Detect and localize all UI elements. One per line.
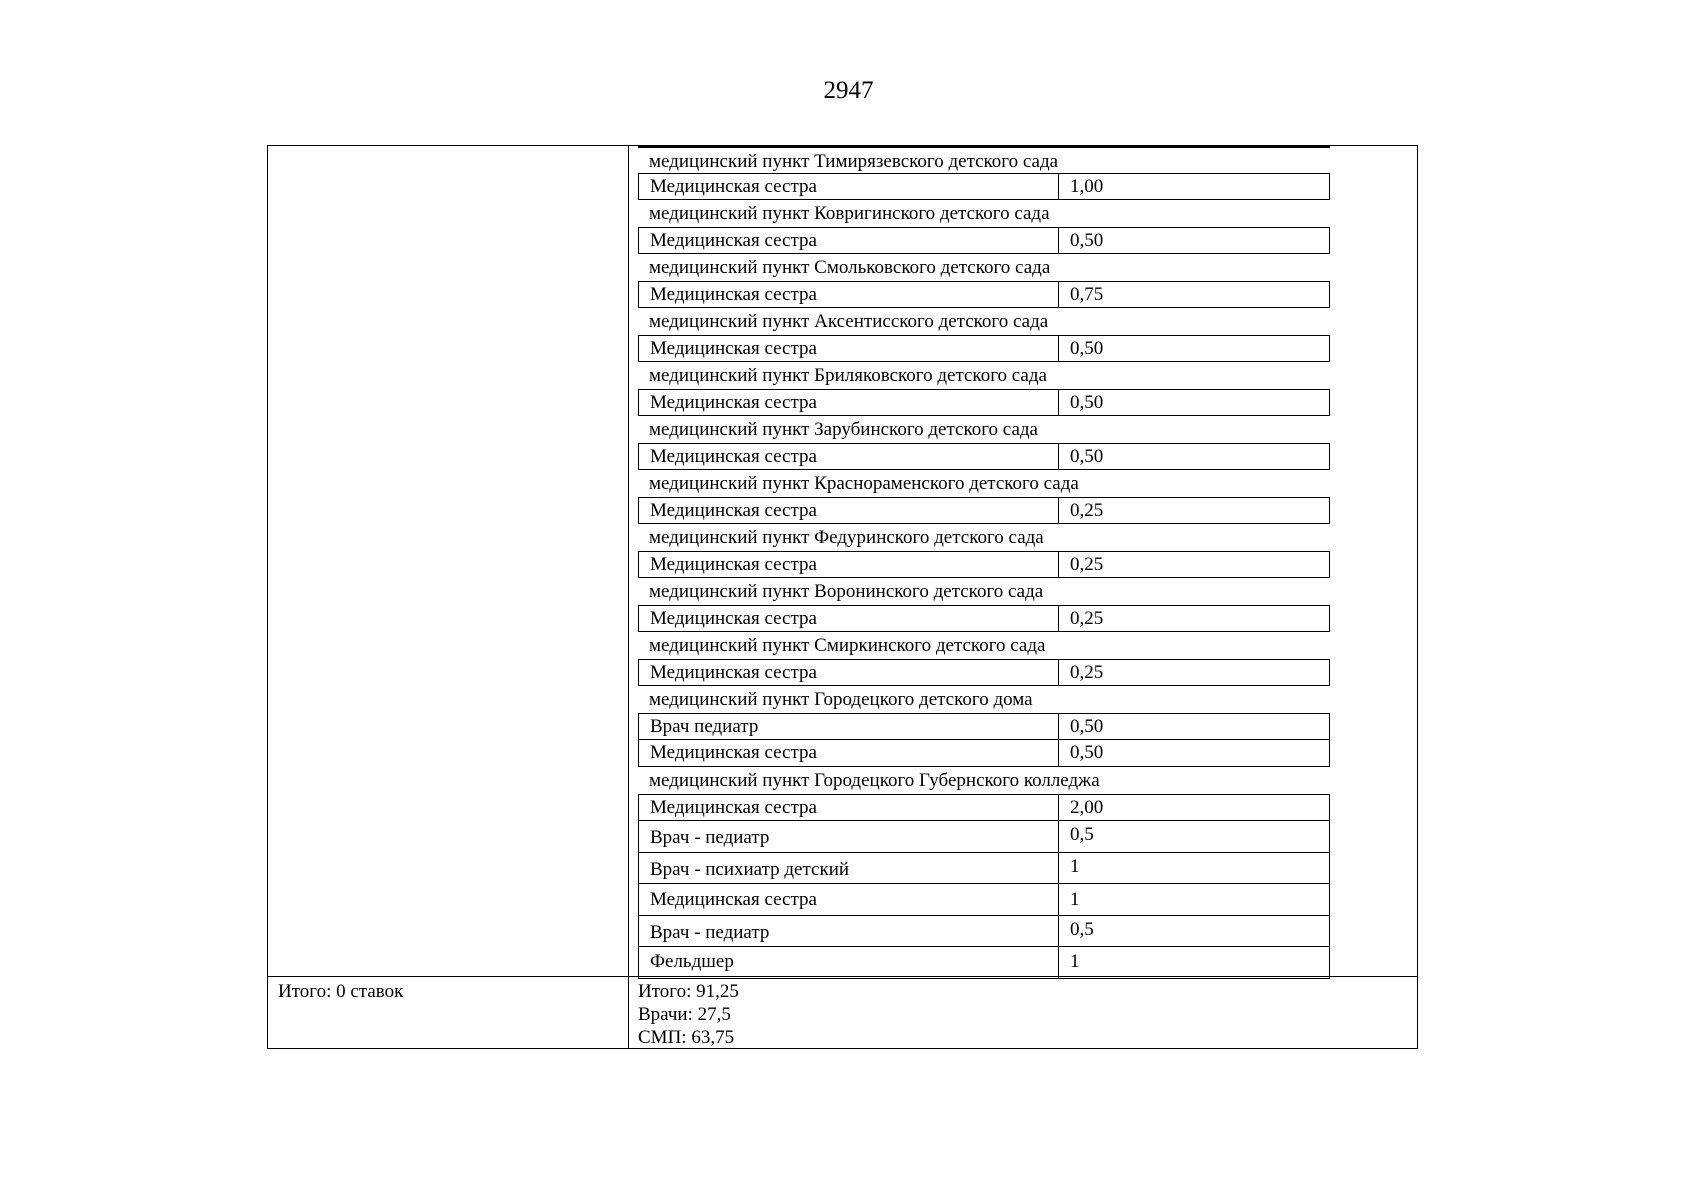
position-rate: 0,25 xyxy=(1058,498,1103,523)
position-rate: 0,25 xyxy=(1058,606,1103,631)
position-rate: 1 xyxy=(1058,947,1080,978)
staff-row xyxy=(638,605,1330,632)
position-name: Медицинская сестра xyxy=(650,554,817,575)
staff-row xyxy=(638,821,1330,853)
position-rate: 1,00 xyxy=(1058,174,1103,199)
position-rate: 2,00 xyxy=(1058,795,1103,820)
position-name: Медицинская сестра xyxy=(650,176,817,197)
section-header: медицинский пункт Зарубинского детского сада xyxy=(649,419,1038,440)
position-rate: 1 xyxy=(1058,853,1080,884)
section-header: медицинский пункт Смиркинского детского сада xyxy=(649,635,1046,656)
position-name: Врач - педиатр xyxy=(650,827,770,848)
position-name: Медицинская сестра xyxy=(650,662,817,683)
staff-row xyxy=(638,916,1330,948)
position-rate: 0,50 xyxy=(1058,444,1103,469)
section-header: медицинский пункт Бриляковского детского сада xyxy=(649,365,1047,386)
position-name: Фельдшер xyxy=(650,951,734,972)
staff-row xyxy=(638,713,1330,740)
position-rate: 0,50 xyxy=(1058,740,1103,766)
position-name: Врач педиатр xyxy=(650,716,759,737)
staffing-table xyxy=(267,145,1418,1049)
section-header: медицинский пункт Смольковского детского сада xyxy=(649,257,1051,278)
staff-row xyxy=(638,853,1330,885)
position-name: Медицинская сестра xyxy=(650,284,817,305)
staff-row xyxy=(638,389,1330,416)
position-rate: 1 xyxy=(1058,884,1080,915)
total-rates: Итого: 91,25 xyxy=(638,981,739,1002)
nurses-rates: СМП: 63,75 xyxy=(638,1027,735,1048)
position-rate: 0,5 xyxy=(1058,916,1094,947)
position-name: Врач - педиатр xyxy=(650,921,770,943)
totals-left: Итого: 0 ставок xyxy=(278,981,404,1002)
position-rate: 0,50 xyxy=(1058,390,1103,415)
section-header: медицинский пункт Городецкого детского дома xyxy=(649,689,1033,710)
section-header: медицинский пункт Городецкого Губернского колледжа xyxy=(649,770,1100,791)
column-divider xyxy=(628,146,629,1048)
position-name: Медицинская сестра xyxy=(650,797,817,818)
position-rate: 0,50 xyxy=(1058,714,1103,739)
staff-row xyxy=(638,884,1330,916)
staff-row xyxy=(638,794,1330,821)
position-rate: 0,5 xyxy=(1058,821,1094,852)
page-number: 2947 xyxy=(823,77,874,104)
staff-row xyxy=(638,551,1330,578)
position-name: Медицинская сестра xyxy=(650,392,817,413)
section-header: медицинский пункт Тимирязевского детского сада xyxy=(638,146,1330,173)
position-name: Медицинская сестра xyxy=(650,338,817,359)
staff-row xyxy=(638,740,1330,767)
position-rate: 0,25 xyxy=(1058,552,1103,577)
staff-row xyxy=(638,497,1330,524)
position-rate: 0,50 xyxy=(1058,336,1103,361)
position-name: Медицинская сестра xyxy=(650,500,817,521)
staff-row xyxy=(638,173,1330,200)
position-name: Медицинская сестра xyxy=(650,446,817,467)
staff-row xyxy=(638,335,1330,362)
position-name: Медицинская сестра xyxy=(650,608,817,629)
section-header: медицинский пункт Федуринского детского сада xyxy=(649,527,1044,548)
medical-points-list xyxy=(638,146,1330,979)
section-header: медицинский пункт Аксентисского детского сада xyxy=(649,311,1049,332)
position-name: Медицинская сестра xyxy=(650,889,817,910)
staff-row xyxy=(638,443,1330,470)
position-rate: 0,50 xyxy=(1058,228,1103,253)
position-name: Врач - психиатр детский xyxy=(650,858,850,880)
staff-row xyxy=(638,281,1330,308)
section-header: медицинский пункт Краснораменского детского сада xyxy=(649,473,1079,494)
staff-row xyxy=(638,947,1330,979)
position-rate: 0,25 xyxy=(1058,660,1103,685)
totals-summary xyxy=(638,980,739,1049)
section-header: медицинский пункт Ковригинского детского сада xyxy=(649,203,1050,224)
section-header: медицинский пункт Воронинского детского сада xyxy=(649,581,1044,602)
staff-row xyxy=(638,227,1330,254)
staff-row xyxy=(638,659,1330,686)
position-name: Медицинская сестра xyxy=(650,742,817,763)
position-name: Медицинская сестра xyxy=(650,230,817,251)
position-rate: 0,75 xyxy=(1058,282,1103,307)
doctors-rates: Врачи: 27,5 xyxy=(638,1004,731,1025)
